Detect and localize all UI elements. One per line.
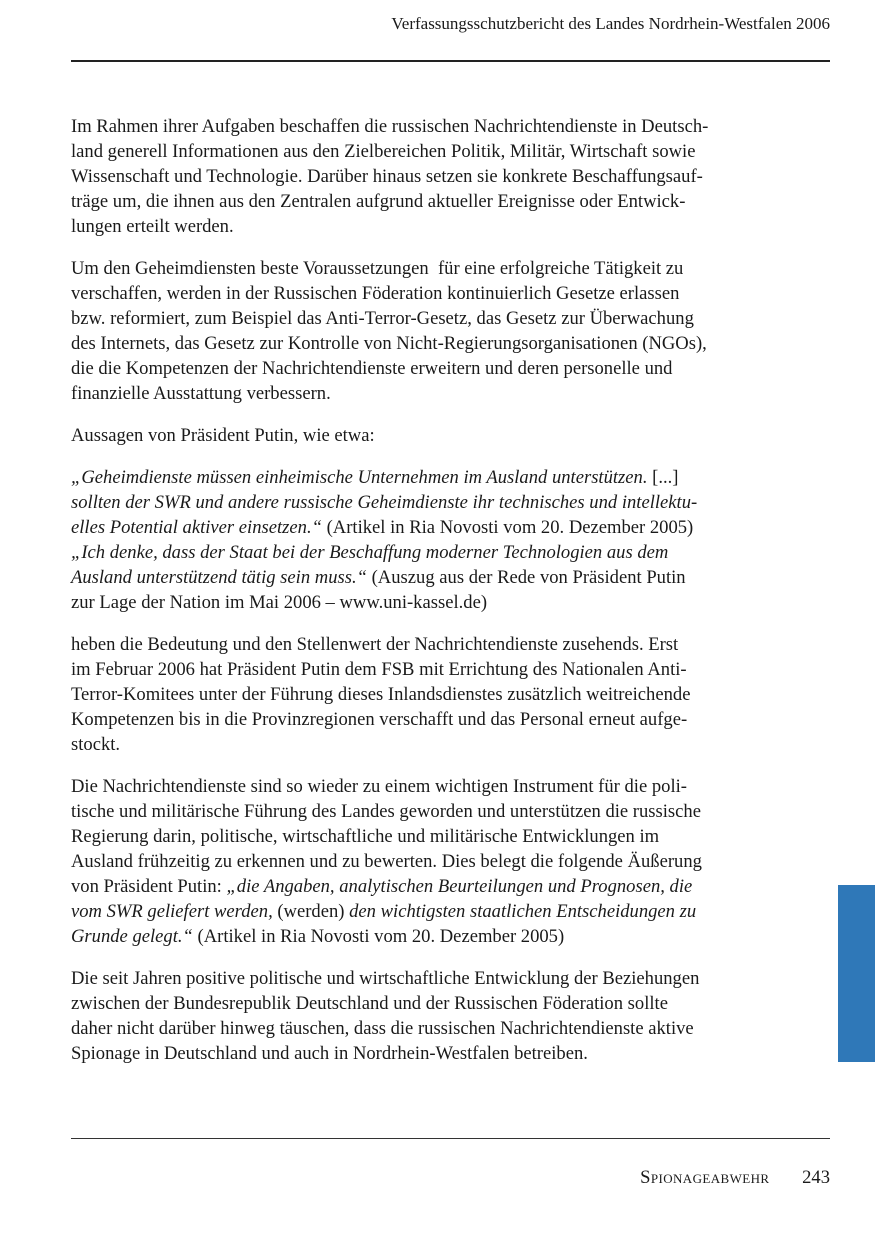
paragraph-1 <box>71 114 791 239</box>
text-line: die die Kompetenzen der Nachrichtendienste erweitern und deren personelle und <box>71 358 673 379</box>
body-text <box>71 114 791 1083</box>
text-line: Ausland frühzeitig zu erkennen und zu bewerten. Dies belegt die folgende Äußerung <box>71 851 702 872</box>
chapter-tab-marker <box>838 885 875 1062</box>
text-line: Wissenschaft und Technologie. Darüber hinaus setzen sie konkrete Beschaffungsauf- <box>71 166 703 187</box>
quote-italic: Grunde gelegt.“ <box>71 926 193 947</box>
quote-line <box>71 590 791 615</box>
quote-normal: [...] <box>647 467 679 488</box>
quote-line <box>71 465 791 490</box>
quote-italic: den wichtigsten staatlichen Entscheidungen zu <box>349 901 697 922</box>
text-line: Im Rahmen ihrer Aufgaben beschaffen die russischen Nachrichtendienste in Deutsch- <box>71 116 709 137</box>
text-line: land generell Informationen aus den Zielbereichen Politik, Militär, Wirtschaft sowie <box>71 141 696 162</box>
text-line <box>71 924 791 949</box>
text-line: Kompetenzen bis in die Provinzregionen verschafft und das Personal erneut aufge- <box>71 709 688 730</box>
text-line: Terror-Komitees unter der Führung dieses Inlandsdienstes zusätzlich weitreichende <box>71 684 691 705</box>
quote-block <box>71 465 791 615</box>
quote-italic: „Ich denke, dass der Staat bei der Beschaffung moderner Technologien aus dem <box>71 542 669 563</box>
text-line: Die seit Jahren positive politische und wirtschaftliche Entwicklung der Beziehungen <box>71 968 700 989</box>
page-footer <box>640 1167 830 1189</box>
text-line: Die Nachrichtendienste sind so wieder zu einem wichtigen Instrument für die poli- <box>71 776 687 797</box>
text-line: Spionage in Deutschland und auch in Nordrhein-Westfalen betreiben. <box>71 1043 588 1064</box>
text-line <box>71 874 791 899</box>
text-line: bzw. reformiert, zum Beispiel das Anti-Terror-Gesetz, das Gesetz zur Überwachung <box>71 308 694 329</box>
quote-italic: „Geheimdienste müssen einheimische Unternehmen im Ausland unterstützen. <box>71 467 648 488</box>
text-line: finanzielle Ausstattung verbessern. <box>71 383 331 404</box>
text-line: tische und militärische Führung des Landes geworden und unterstützen die russische <box>71 801 701 822</box>
footer-section-title: Spionageabwehr <box>640 1167 770 1188</box>
text-line: heben die Bedeutung und den Stellenwert der Nachrichtendienste zusehends. Erst <box>71 634 679 655</box>
page-header <box>71 0 830 62</box>
text-line: träge um, die ihnen aus den Zentralen aufgrund aktueller Ereignisse oder Entwick- <box>71 191 686 212</box>
paragraph-2 <box>71 256 791 406</box>
quote-italic: sollten der SWR und andere russische Geheimdienste ihr technisches und intellektu- <box>71 492 698 513</box>
text-line: Aussagen von Präsident Putin, wie etwa: <box>71 425 375 446</box>
quote-source: (Artikel in Ria Novosti vom 20. Dezember 2005) <box>192 926 565 947</box>
quote-italic: vom SWR geliefert werden, <box>71 901 273 922</box>
text-line: im Februar 2006 hat Präsident Putin dem FSB mit Errichtung des Nationalen Anti- <box>71 659 687 680</box>
quote-italic: „die Angaben, analytischen Beurteilungen und Prognosen, die <box>226 876 693 897</box>
paragraph-3 <box>71 423 791 448</box>
quote-italic: elles Potential aktiver einsetzen.“ <box>71 517 322 538</box>
footer-divider <box>71 1138 830 1139</box>
quote-line <box>71 490 791 515</box>
text-normal: (werden) <box>272 901 350 922</box>
page-number: 243 <box>802 1167 830 1188</box>
paragraph-4 <box>71 632 791 757</box>
text-line: Regierung darin, politische, wirtschaftliche und militärische Entwicklungen im <box>71 826 660 847</box>
quote-italic: Ausland unterstützend tätig sein muss.“ <box>71 567 367 588</box>
text-line: daher nicht darüber hinweg täuschen, dass die russischen Nachrichtendienste aktive <box>71 1018 694 1039</box>
quote-source: (Artikel in Ria Novosti vom 20. Dezember 2005) <box>321 517 694 538</box>
quote-line <box>71 565 791 590</box>
text-normal: von Präsident Putin: <box>71 876 227 897</box>
quote-source: (Auszug aus der Rede von Präsident Putin <box>366 567 686 588</box>
text-line: zwischen der Bundesrepublik Deutschland und der Russischen Föderation sollte <box>71 993 668 1014</box>
quote-line <box>71 515 791 540</box>
quote-source: zur Lage der Nation im Mai 2006 – www.uni-kassel.de) <box>71 592 488 613</box>
text-line: lungen erteilt werden. <box>71 216 234 237</box>
text-line: verschaffen, werden in der Russischen Föderation kontinuierlich Gesetze erlassen <box>71 283 680 304</box>
text-line: stockt. <box>71 734 121 755</box>
paragraph-6 <box>71 966 791 1066</box>
header-title: Verfassungsschutzbericht des Landes Nordrhein-Westfalen 2006 <box>391 14 830 33</box>
text-line: Um den Geheimdiensten beste Voraussetzungen für eine erfolgreiche Tätigkeit zu <box>71 258 684 279</box>
text-line: des Internets, das Gesetz zur Kontrolle von Nicht-Regierungsorganisationen (NGOs), <box>71 333 707 354</box>
paragraph-5 <box>71 774 791 949</box>
quote-line <box>71 540 791 565</box>
text-line <box>71 899 791 924</box>
